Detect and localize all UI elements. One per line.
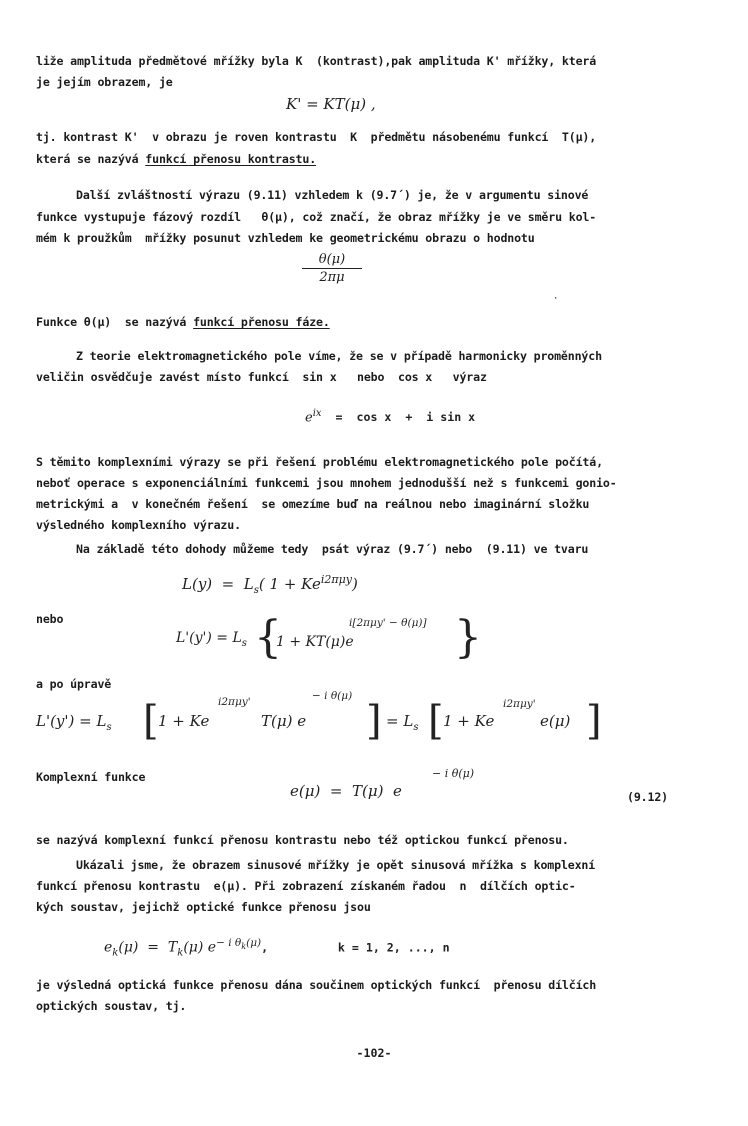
eq6-sub: k — [112, 947, 119, 959]
equation-luminance — [182, 573, 358, 596]
text-line-8 — [36, 315, 330, 329]
equation-euler — [305, 408, 475, 425]
eq2-close: ) — [351, 575, 358, 593]
eq4-sub: s — [106, 722, 112, 733]
eq6-c: (μ) e — [183, 939, 217, 956]
equation-contrast: K' = KT(μ) , — [286, 95, 376, 113]
right-bracket-1: ] — [366, 698, 382, 744]
term-contrast-transfer: funkcí přenosu kontrastu. — [145, 152, 317, 166]
text-line-20: Ukázali jsme, že obrazem sinusové mřížky je opět sinusová mřížka s komplexní — [76, 858, 596, 872]
fraction-bar — [302, 268, 362, 269]
eq3-body — [276, 634, 354, 650]
eq4-exponent-1: i2πμy' — [218, 696, 251, 708]
euler-base: e — [305, 410, 313, 426]
eq4-eq-text: = L — [386, 712, 414, 730]
text-line-24: optických soustav, tj. — [36, 999, 187, 1013]
text-line-19: se nazývá komplexní funkcí přenosu kontrastu nebo též optickou funkcí přenosu. — [36, 833, 569, 847]
text-line-10: veličin osvědčuje zavést místo funkcí sin x nebo cos x výraz — [36, 370, 487, 384]
eq6-exp-a: − i θ — [216, 937, 242, 949]
eq2-sub: s — [253, 585, 259, 596]
eq3-mid: 1 + KT(μ)e — [276, 634, 354, 650]
fraction-denominator: 2πμ — [319, 270, 345, 285]
left-brace: { — [254, 612, 282, 663]
equation-image-luminance — [176, 630, 247, 649]
euler-exponent: ix — [312, 408, 322, 419]
text-line-11: S těmito komplexními výrazy se při řešení problému elektromagnetického pole počítá, — [36, 455, 603, 469]
text-line-17: a po úpravě — [36, 677, 112, 691]
page-number: -102- — [356, 1046, 392, 1060]
eq4-a: 1 + Ke — [158, 712, 210, 730]
fraction-phase-shift — [302, 252, 362, 285]
text-line-8-start: Funkce θ(μ) se nazývá — [36, 315, 194, 329]
text-line-15: Na základě této dohody můžeme tedy psát výraz (9.7´) nebo (9.11) ve tvaru — [76, 542, 589, 556]
equation-number: (9.12) — [627, 790, 668, 804]
left-bracket-2: [ — [428, 698, 444, 744]
eq3-sub: s — [241, 637, 247, 649]
eq5-exponent: − i θ(μ) — [432, 767, 475, 780]
eq3-exponent: i[2πμy' − θ(μ)] — [349, 617, 427, 629]
text-line-1: liže amplituda předmětové mřížky byla K (kontrast),pak amplituda K' mřížky, která — [36, 54, 597, 68]
eq6-sub-2: k — [177, 947, 184, 959]
text-line-4-start: která se nazývá — [36, 152, 146, 166]
eq6-a: e — [104, 939, 113, 956]
eq6-d: , k = 1, 2, ..., n — [261, 940, 450, 955]
eq4-sub-2: s — [413, 722, 419, 733]
text-line-14: výsledného komplexního výrazu. — [36, 518, 241, 532]
eq5-main: e(μ) = T(μ) e — [290, 782, 402, 800]
right-bracket-2: ] — [586, 698, 602, 744]
eq4-d: e(μ) — [540, 712, 571, 730]
text-line-13: metrickými a v konečném řešení se omezíme buď na reálnou nebo imaginární složku — [36, 497, 590, 511]
eq4-eq — [386, 712, 418, 733]
text-line-12: neboť operace s exponenciálními funkcemi jsou mnohem jednodušší než s funkcemi gonio- — [36, 476, 617, 490]
eq6-b: (μ) = T — [118, 939, 178, 956]
eq4-b: T(μ) e — [261, 712, 307, 730]
text-line-6: funkce vystupuje fázový rozdíl θ(μ), což značí, že obraz mřížky je ve směru kol- — [36, 210, 597, 224]
eq4-exponent-3: i2πμy' — [503, 698, 536, 710]
right-brace: } — [454, 612, 482, 663]
eq4-c: 1 + Ke — [443, 712, 495, 730]
eq6-exp-sub: k — [241, 942, 247, 952]
eq4-exponent-2: − i θ(μ) — [312, 690, 353, 702]
eq3-lhs: L'(y') = L — [176, 630, 242, 646]
text-line-16: nebo — [36, 612, 64, 626]
text-line-3: tj. kontrast K' v obrazu je roven kontrastu K předmětu násobenému funkcí T(μ), — [36, 130, 597, 144]
eq6-exp-b: (μ) — [246, 937, 262, 949]
text-line-23: je výsledná optická funkce přenosu dána součinem optických funkcí přenosu dílčích — [36, 978, 597, 992]
eq2-main: L(y) = L — [182, 575, 254, 593]
stray-dot: · — [553, 294, 559, 304]
fraction-numerator: θ(μ) — [318, 252, 346, 267]
left-bracket-1: [ — [143, 698, 159, 744]
equation-partial-otf — [104, 937, 450, 958]
eq2-exponent: i2πμy — [320, 573, 352, 586]
text-line-2: je jejím obrazem, je — [36, 75, 173, 89]
text-line-9: Z teorie elektromagnetického pole víme, že se v případě harmonicky proměnných — [76, 349, 602, 363]
eq2-rest: ( 1 + Ke — [258, 575, 321, 593]
eq6-exponent — [216, 937, 262, 952]
text-line-5: Další zvláštností výrazu (9.11) vzhledem k (9.7´) je, že v argumentu sinové — [76, 188, 589, 202]
eq4-lhs — [36, 712, 112, 733]
text-line-22: kých soustav, jejichž optické funkce přenosu jsou — [36, 900, 371, 914]
text-line-4 — [36, 152, 316, 166]
term-phase-transfer: funkcí přenosu fáze. — [193, 315, 330, 329]
text-line-7: mém k proužkům mřížky posunut vzhledem ke geometrickému obrazu o hodnotu — [36, 231, 535, 245]
eq4-lhs-text: L'(y') = L — [36, 712, 107, 730]
euler-rhs: = cos x + i sin x — [335, 410, 476, 425]
text-line-18: Komplexní funkce — [36, 770, 146, 784]
text-line-21: funkcí přenosu kontrastu e(μ). Při zobrazení získaném řadou n dílčích optic- — [36, 879, 576, 893]
